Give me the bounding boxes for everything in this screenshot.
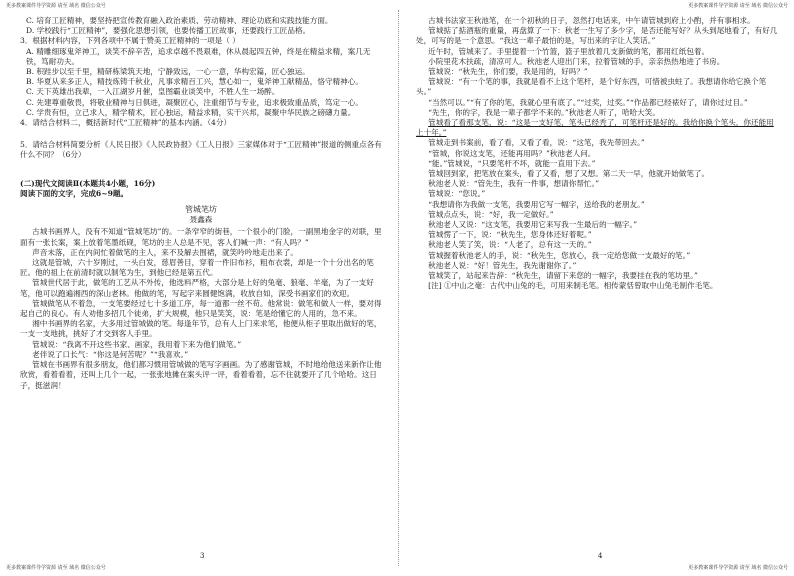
essay-paragraph: 秋池老人说：“好！管先生，我先谢谢你了。” [428,260,577,270]
footnote [416,281,780,291]
footer-right-text: 更多教案课件导学资源 请至 域名 微信公众号 [688,565,788,571]
option-line: C. 先建尊重敬畏，将敬业精神与日俱进，凝聚匠心，注重细节与专业，追求极致重品质，笃定一心。 [26,97,363,107]
question-5: 5．请结合材料简要分析《人民日报》《人民政协报》《工人日报》三家媒体对于“工匠精神”报道的侧重点各有什么不同？（6分） [20,140,382,160]
page-divider [398,10,399,566]
option-line: B. 华夏从来多正人，精技炼铸千秋业，凡事求精百工兴，慧心如一，鬼斧神工献精品，恪守精神心。 [26,77,363,87]
essay-paragraph: “当然可以。”“有了你的笔，我就心里有底了。”“过奖，过奖。”“作品都已经裱好了，请你过过目。” [428,97,748,107]
essay-paragraph: 近午时，管城来了。手里提着一个竹篮，篮子里放着几支新做的笔，都用红纸包着。 [428,46,710,56]
left-page [20,16,382,562]
essay-paragraph: 管城回到家，把笔放在案头，看了又看，想了又想。第二天一早，他就开始做笔了。 [428,169,710,179]
question-3: 3．根据材料内容，下列各项中不属于赞美工匠精神的一项是（ ） [20,36,240,46]
essay-paragraph: 管城做笔从不着急，一支笔要经过七十多道工序，每一道都一丝不苟。他常说：做笔和做人一样，要对得起自己的良心。有人劝他多招几个徒弟，扩大规模，他只是笑笑，说：笔是给懂它的人用的，急不来。 [20,298,382,319]
option-line: C. 天下英雄出我辈，一入江湖岁月催，皇图霸业谈笑中，不胜人生一场醉。 [26,87,280,97]
essay-paragraph: 管城说：“您说。” [428,189,486,199]
essay-paragraph: 管城握着秋池老人的手，说：“秋先生，您放心，我一定给您做一支最好的笔。” [428,250,691,260]
essay-paragraph: 声音未落，正在内间忙着做笔的主人，来不及解去围裙，就笑吟吟地走出来了。 [32,247,298,257]
footnote-text: ①中山之毫：古代中山兔的毛，可用来制毛笔。相传蒙恬曾取中山兔毛制作毛笔。 [444,281,718,291]
section-instructions: 阅读下面的文字，完成6~9题。 [20,188,129,198]
footer-bar [6,564,788,574]
option-line: C. 培育工匠精神，要坚持把宣传教育融入政治素质、劳动精神、理论功底和实践技能方面。 [26,16,333,25]
left-page-number: 3 [200,552,205,560]
essay-paragraph: 古城书画界人，没有不知道“管城笔坊”的。一条窄窄的街巷，一个很小的门脸，一副黑地金字的对联，里面有一张长案，案上放着笔墨纸砚，笔坊的主人总是不见，客人们喊一声：“有人吗？” [20,227,382,247]
essay-paragraph: 管城说：“有一个笔的事，我就是看不上这个笔杆，是个好东西，可惜被虫蛀了。我想请你给它换个笔头。” [416,77,767,97]
right-page-number: 4 [598,552,603,560]
essay-paragraph: “能。”管城说，“只要笔杆不坏，就能一直用下去。” [428,158,596,168]
essay-paragraph: 管城走到书案前，看了看，又看了看，说：“这笔，我先带回去。” [428,138,645,148]
essay-paragraph: 管城世代居于此，做笔的工艺从不外传，他选料严格，大部分是上好的兔毫、狼毫、羊毫，为了一支好笔，他可以跑遍湘西的深山老林。他做的笔，写起字来圆健饱满，收放自如，深受书画家们的欢迎。 [20,278,374,298]
footnote-label: [注] [428,281,442,291]
essay-paragraph: 管城点点头，说：“好，我一定做好。” [428,209,554,219]
essay-paragraph: “先生，你的字，我是一辈子都学不来的。”秋池老人听了，哈哈大笑。 [428,107,660,117]
essay-paragraph: 管城笑了，站起来告辞：“秋先生，请留下来您的一幅字，我要挂在我的笔坊里。” [428,271,698,281]
essay-title: 管城笔坊 [185,205,217,215]
option-line: A. 精雕细琢鬼斧神工，谈笑不辞辛苦，追求卓越不畏艰难，休从晨起四五钟，终是在精益求精，案几无铁，笃耐功夫。 [26,46,371,66]
option-line: D. 学校践行“工匠精神”，要强化思想引领，也要传播工匠故事，还要践行工匠品格。 [26,26,311,36]
header-left-text: 更多教案课件导学资源 请至 域名 微信公众号 [6,3,106,9]
essay-paragraph: “我想请你为我做一支笔，我要用它写一幅字，送给我的老朋友。” [428,199,645,209]
essay-paragraph: 老伴说了口长气：“你这是何苦呢？”“我喜欢。” [32,349,189,359]
essay-paragraph: 管城愣了一下，说：“秋先生，您身体还好着呢。” [428,230,592,240]
footer-left-text: 更多教案课件导学资源 请至 域名 微信公众号 [6,565,106,571]
header-bar [6,2,788,14]
essay-author: 聂鑫森 [189,215,213,225]
essay-paragraph: “管城，你说这支笔，还能再用吗？”秋池老人问。 [428,148,596,158]
essay-paragraph: 秋池老人又说：“这支笔，我要用它来写我一生最后的一幅字。” [428,220,638,230]
essay-paragraph: 管城掂了掂酒瓶的重量，再盘算了一下：秋老一生写了多少字，是否还能写好？从头到尾地看了，有好几处，可写的是一个意思。“我这一辈子最怕的是，写出来的字让人笑话。” [416,26,778,46]
question-4: 4．请结合材料二，概括新时代“工匠精神”的基本内涵。（4分） [20,118,232,128]
option-line: B. 积跬步以至千里，精研栋梁筑天地，宁静致远，一心一意，华构宏篇，匠心独运。 [26,67,310,77]
essay-paragraph: 古城书法家王秋池笔，在一个初秋的日子，忽然打电话来，中午请管城到府上小酌，并有事相求。 [428,16,755,25]
essay-paragraph-underlined: 管城看了看那支笔，说：“这是一支好笔，笔头已经秃了，可笔杆还是好的。我给你换个笔头，你还能用上十年。” [416,118,774,138]
essay-paragraph: 小院里花木扶疏，清凉可人。秋池老人迎出门来，拉着管城的手，亲亲热热地进了书房。 [428,56,725,66]
essay-paragraph: 秋池老人说：“管先生，我有一件事，想请你帮忙。” [428,179,600,189]
essay-paragraph: 秋池老人笑了笑，说：“人老了，总有这一天的。” [428,240,592,250]
essay-paragraph: 管城说：“秋先生，你们要，我是用的，好吗？” [428,67,588,77]
right-page [416,16,780,562]
essay-paragraph: 这就是管城，六十岁刚过，一头白发，慈眉善目，穿着一件旧布衫，粗布衣裳，却是一个十分出名的笔匠。他的祖上在前清时就以制笔为生，到他已经是第五代。 [20,258,374,278]
section-title: (二)现代文阅读Ⅱ(本题共4小题，16分) [20,178,156,188]
essay-paragraph: 管城在书画界有很多朋友，他们都习惯用管城做的笔写字画画。为了感谢管城，不时地给他送来新作让他欣赏，看着看着，还叫上几个一起，一张张地摊在案头评一评，看着看着，忘不住就要开了几个哈哈。这日子，挺滋润！ [20,360,382,390]
essay-paragraph: 管城说：“我离不开这些书家、画家，我用着下来为他们做笔。” [32,339,242,349]
option-line: C. 学贵有恒，立己求人，精学精术，匠心独运，精益求精，实干兴邦，凝聚中华民族之磅礴力量。 [26,107,356,117]
header-right-text: 更多教案课件导学资源 请至 域名 微信公众号 [688,3,788,9]
essay-paragraph: 湘中书画界的名家，大多用过管城做的笔。每逢年节，总有人上门来求笔，他便从柜子里取出做好的笔，一支一支地挑，挑好了才交到客人手里。 [20,319,382,339]
